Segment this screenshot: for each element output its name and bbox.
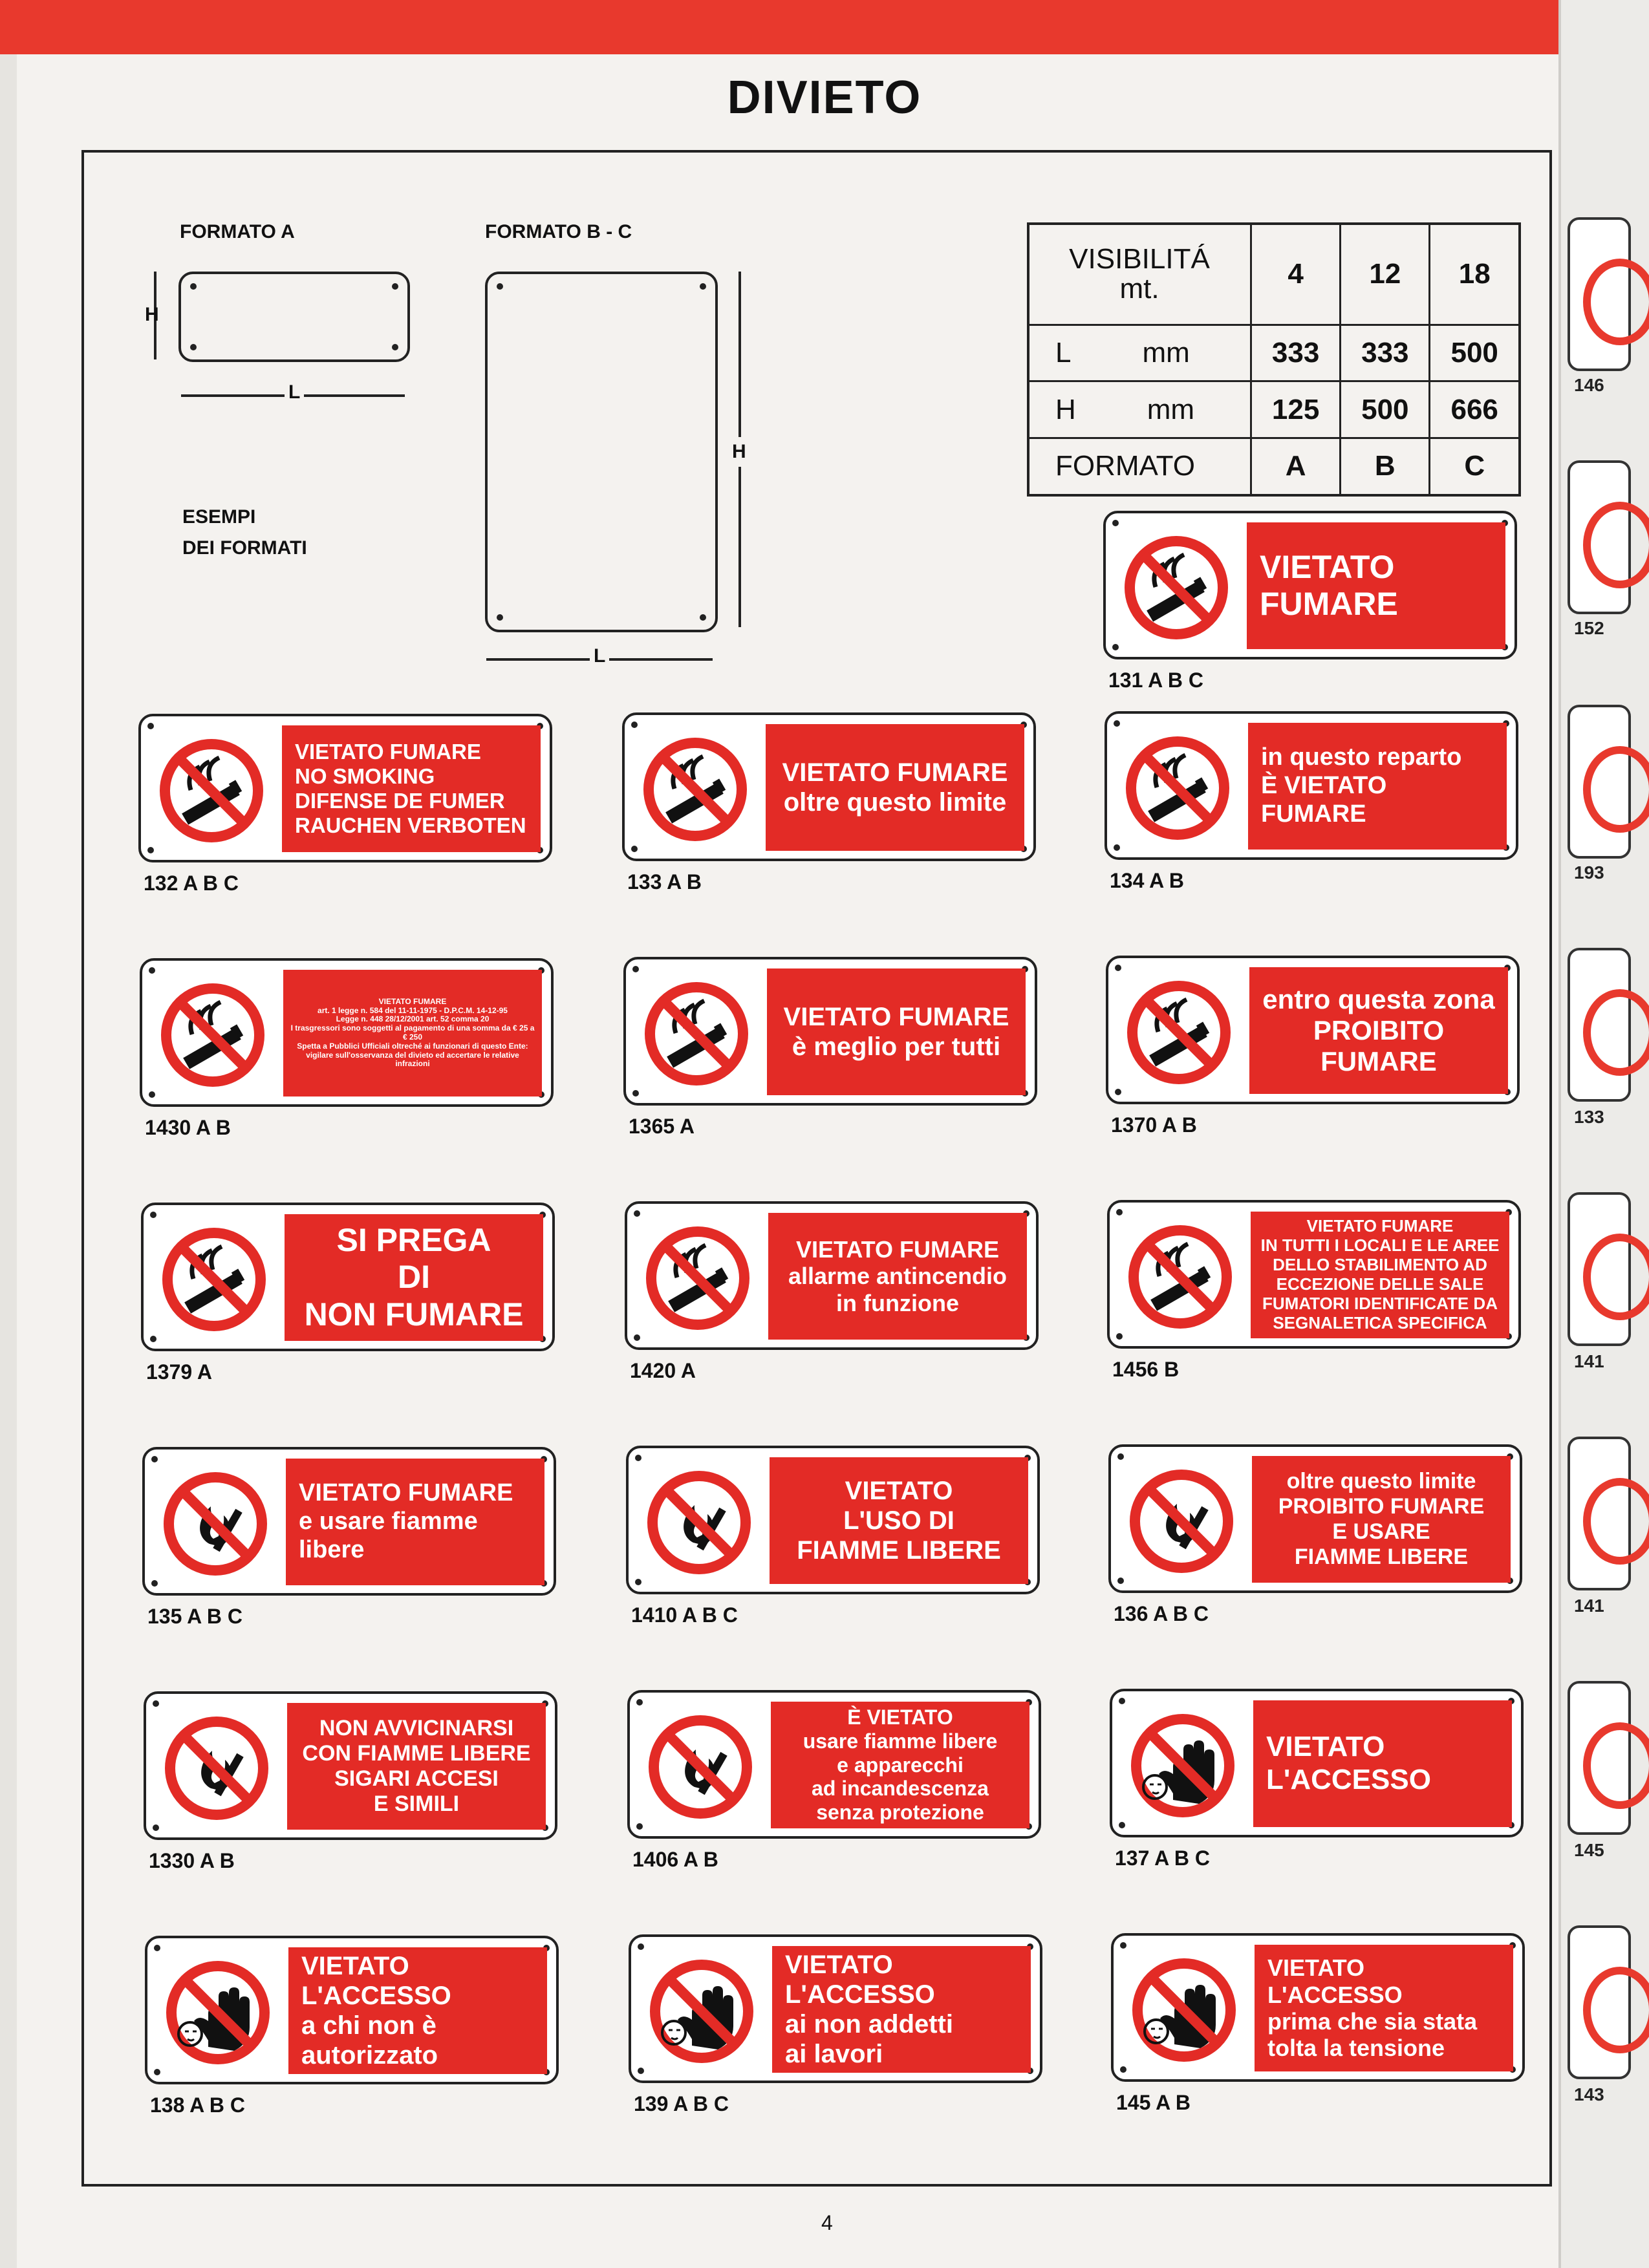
sign-code: 1420 A — [630, 1359, 696, 1382]
table-cell: C — [1430, 438, 1520, 495]
sign-card — [1108, 1444, 1522, 1593]
no-smoking-icon — [158, 1223, 270, 1336]
sign-text-panel: VIETATO FUMARE è meglio per tutti — [767, 968, 1026, 1095]
format-bc-label: FORMATO B - C — [485, 221, 632, 242]
sign-text-panel: VIETATO FUMARE IN TUTTI I LOCALI E LE AREE DELLO STABILIMENTO AD ECCEZIONE DELLE SALE FUMATORI IDENTIFICATE DA SEGNALETICA SPECIFICA — [1251, 1212, 1509, 1338]
row-label — [1028, 381, 1251, 438]
sign-card — [1111, 1933, 1525, 2082]
no-smoking-icon — [641, 1222, 754, 1334]
side-tab — [1568, 1925, 1631, 2079]
no-smoking-icon — [1121, 732, 1234, 844]
format-examples-label: ESEMPI DEI FORMATI — [182, 506, 307, 559]
no-open-flame-icon — [644, 1711, 757, 1823]
sign-code: 1330 A B — [149, 1849, 235, 1872]
side-tab-number: 133 — [1574, 1107, 1604, 1127]
no-smoking-icon — [640, 978, 753, 1090]
sign-text-panel: entro questa zona PROIBITO FUMARE — [1249, 967, 1508, 1094]
side-tab-number: 152 — [1574, 618, 1604, 638]
sign-text-panel: in questo reparto È VIETATO FUMARE — [1248, 723, 1507, 850]
sign-text-panel: VIETATO FUMARE e usare fiamme libere — [286, 1459, 544, 1585]
sign-text-panel: oltre questo limite PROIBITO FUMARE E USARE FIAMME LIBERE — [1252, 1456, 1511, 1583]
sign-card — [1107, 1200, 1521, 1349]
side-tab-number: 145 — [1574, 1840, 1604, 1860]
table-cell: 500 — [1341, 381, 1430, 438]
visibility-col: 4 — [1251, 224, 1341, 325]
sign-text-panel: VIETATO FUMARE NO SMOKING DIFENSE DE FUMER RAUCHEN VERBOTEN — [282, 725, 541, 852]
sign-text-panel: VIETATO L'ACCESSO a chi non è autorizzato — [288, 1947, 547, 2074]
sign-code: 1410 A B C — [631, 1603, 738, 1627]
side-tab — [1568, 1681, 1631, 1835]
row-label — [1028, 325, 1251, 381]
no-open-flame-icon — [160, 1712, 273, 1824]
side-tab-number: 141 — [1574, 1351, 1604, 1371]
sign-card — [144, 1691, 557, 1840]
sign-card — [140, 958, 554, 1107]
no-smoking-icon — [639, 733, 751, 846]
side-tab-number: 143 — [1574, 2084, 1604, 2104]
sign-card — [145, 1936, 559, 2084]
no-smoking-icon — [155, 734, 268, 847]
sign-code: 136 A B C — [1114, 1602, 1209, 1625]
table-cell: A — [1251, 438, 1341, 495]
sign-text-panel: VIETATO L'ACCESSO ai non addetti ai lavori — [772, 1946, 1031, 2073]
adjacent-page-edge — [1558, 0, 1649, 2268]
format-bc-h-label: H — [732, 437, 746, 467]
sign-code: 1406 A B — [632, 1848, 718, 1871]
sign-card — [629, 1934, 1042, 2083]
sign-text-panel: VIETATO FUMARE art. 1 legge n. 584 del 11-11-1975 - D.P.C.M. 14-12-95 Legge n. 448 28/12/2001 art. 52 comma 20 I trasgressori sono soggetti al pagamento di una somma da € 25 a € 250 Spetta a Pubblici Ufficiali oltreché ai funzionari di questo Ente: vigilare sull'osservanza del divieto ed accertare le relative infrazioni — [283, 970, 542, 1097]
row-label-text: FORMATO — [1055, 450, 1195, 482]
no-smoking-icon — [1124, 1221, 1236, 1333]
no-open-flame-icon — [1125, 1465, 1238, 1578]
row-unit: mm — [1142, 336, 1190, 369]
format-a-label: FORMATO A — [180, 221, 295, 242]
no-smoking-icon — [156, 979, 269, 1091]
row-label — [1028, 438, 1251, 495]
sign-code: 145 A B — [1116, 2091, 1191, 2114]
page-number: 4 — [821, 2211, 833, 2234]
sign-card — [1106, 956, 1520, 1104]
visibility-col: 18 — [1430, 224, 1520, 325]
no-open-flame-icon — [643, 1466, 755, 1579]
side-tab — [1568, 1437, 1631, 1590]
side-tab — [1568, 1192, 1631, 1346]
sign-code: 139 A B C — [634, 2092, 729, 2115]
sign-text-panel: VIETATO L'ACCESSO prima che sia stata tolta la tensione — [1255, 1945, 1513, 2071]
sign-card — [1105, 711, 1518, 860]
page-title: DIVIETO — [727, 72, 922, 123]
left-page-edge — [0, 54, 17, 2268]
sign-card — [142, 1447, 556, 1596]
visibility-table — [1027, 222, 1521, 497]
sign-code: 1370 A B — [1111, 1113, 1197, 1137]
sign-card — [627, 1690, 1041, 1839]
sign-card — [622, 712, 1036, 861]
sign-card — [141, 1203, 555, 1351]
no-smoking-icon — [1123, 976, 1235, 1089]
no-open-flame-icon — [159, 1468, 272, 1580]
sign-code: 1365 A — [629, 1115, 695, 1138]
table-cell: 333 — [1341, 325, 1430, 381]
format-a-diagram — [178, 272, 410, 362]
sign-text-panel: È VIETATO usare fiamme libere e apparecchi ad incandescenza senza protezione — [771, 1702, 1029, 1828]
table-cell: 666 — [1430, 381, 1520, 438]
sign-card — [623, 957, 1037, 1106]
no-smoking-icon — [1120, 531, 1233, 644]
side-tab — [1568, 948, 1631, 1102]
sign-card — [626, 1446, 1040, 1594]
side-tab-number: 146 — [1574, 375, 1604, 395]
sign-text-panel: NON AVVICINARSI CON FIAMME LIBERE SIGARI ACCESI E SIMILI — [287, 1703, 546, 1830]
row-label-text: H — [1055, 393, 1076, 425]
sign-code: 135 A B C — [147, 1605, 243, 1628]
sign-code: 137 A B C — [1115, 1846, 1211, 1870]
sign-code: 1379 A — [146, 1360, 212, 1384]
sign-card — [1103, 511, 1517, 659]
sign-code: 1456 B — [1112, 1358, 1180, 1381]
sign-text-panel: VIETATO FUMARE allarme antincendio in funzione — [768, 1213, 1027, 1340]
table-cell: 125 — [1251, 381, 1341, 438]
sign-code: 1430 A B — [145, 1116, 231, 1139]
table-cell: B — [1341, 438, 1430, 495]
sign-card — [1110, 1689, 1524, 1837]
side-tab — [1568, 217, 1631, 371]
side-tab — [1568, 460, 1631, 614]
side-tab — [1568, 705, 1631, 859]
visibility-header: VISIBILITÁ mt. — [1028, 224, 1251, 325]
row-unit: mm — [1147, 393, 1195, 425]
sign-code: 138 A B C — [150, 2093, 246, 2117]
table-cell: 500 — [1430, 325, 1520, 381]
sign-text-panel: VIETATO FUMARE oltre questo limite — [766, 724, 1024, 851]
table-cell: 333 — [1251, 325, 1341, 381]
visibility-col: 12 — [1341, 224, 1430, 325]
side-tab-number: 193 — [1574, 862, 1604, 883]
format-bc-l-label: L — [590, 645, 609, 667]
sign-text-panel: VIETATO L'ACCESSO — [1253, 1700, 1512, 1827]
sign-text-panel: VIETATO L'USO DI FIAMME LIBERE — [770, 1457, 1028, 1584]
sign-code: 132 A B C — [144, 872, 239, 895]
format-bc-diagram — [485, 272, 718, 632]
sign-text-panel: SI PREGA DI NON FUMARE — [285, 1214, 543, 1341]
top-red-band — [0, 0, 1649, 54]
no-access-hand-icon — [1126, 1709, 1239, 1822]
no-access-hand-icon — [162, 1956, 274, 2069]
sign-code: 131 A B C — [1108, 669, 1204, 692]
format-a-l-label: L — [285, 381, 304, 403]
side-tab-number: 141 — [1574, 1596, 1604, 1616]
row-label-text: L — [1055, 336, 1072, 369]
no-access-hand-icon — [645, 1955, 758, 2068]
sign-code: 134 A B — [1110, 869, 1185, 892]
sign-card — [138, 714, 552, 862]
format-a-h-label: H — [145, 304, 159, 325]
sign-card — [625, 1201, 1039, 1350]
sign-code: 133 A B — [627, 870, 702, 893]
no-access-hand-icon — [1128, 1954, 1240, 2066]
sign-text-panel: VIETATO FUMARE — [1247, 522, 1505, 649]
